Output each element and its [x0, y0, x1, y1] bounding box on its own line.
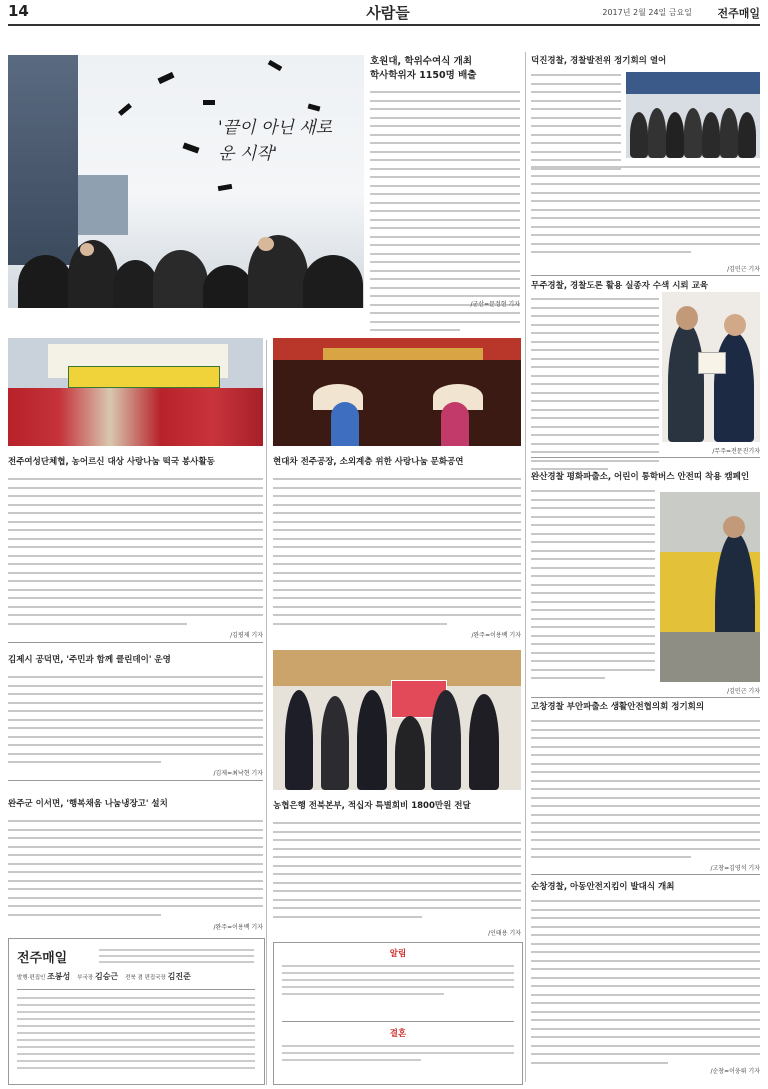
publisher-name: 조봉성 [47, 972, 71, 981]
paper-name: 전주매일 [717, 7, 760, 20]
article-wanju-police [531, 471, 760, 483]
farmers-photo [8, 338, 263, 446]
mujoo-photo [662, 292, 760, 442]
police-association-photo [626, 72, 760, 158]
article-title: 순창경찰, 아동안전지킴이 발대식 개최 [531, 882, 675, 892]
byline: /고창=김영석 기자 [710, 865, 760, 872]
article-title: 완주군 이서면, '행복채움 나눔냉장고' 설치 [8, 799, 168, 809]
desk-name: 김진준 [167, 972, 191, 981]
article-title: 현대차 전주공장, 소외계층 위한 사랑나눔 문화공연 [273, 457, 464, 467]
article-title: 호원대, 학위수여식 개최 [370, 56, 472, 67]
hyundai-photo [273, 338, 521, 446]
article-gochang [531, 701, 760, 713]
byline: /김평제 기자 [230, 632, 263, 639]
page-header [8, 0, 760, 26]
chief-name: 김승근 [94, 972, 119, 981]
graduation-photo [8, 55, 364, 308]
article-hyundai [273, 456, 521, 468]
byline: /인태용 기자 [488, 930, 521, 937]
notice-box [273, 942, 523, 1085]
desk-label: 전북 겸 편집국장 [125, 975, 166, 981]
byline: /무주=전문진기자 [712, 448, 760, 455]
byline: /완주=이용백 기자 [213, 924, 263, 931]
article-title: 덕진경찰, 경찰발전위 정기회의 열어 [531, 56, 667, 66]
byline: /김민근 기자 [727, 688, 760, 695]
nonghyup-photo [273, 650, 521, 790]
article-subtitle: 학사학위자 1150명 배출 [370, 70, 477, 81]
column-divider [266, 340, 267, 1085]
article-wanju-sharing [8, 798, 263, 810]
byline: /순창=이웅뤼 기자 [710, 1068, 760, 1075]
byline: /군산=문정현 기자 [470, 301, 520, 308]
page-number: 14 [8, 2, 29, 20]
article-sunchang [531, 881, 760, 893]
wedding-label: 결혼 [389, 1029, 407, 1039]
article-gimje [8, 654, 263, 666]
article-mujoo [531, 280, 760, 292]
article-nonghyup [273, 800, 521, 812]
publisher-label: 발행·편집인 [17, 975, 46, 981]
masthead-box [8, 938, 265, 1085]
article-title: 무주경찰, 경찰도론 활용 실종자 수색 시뢰 교육 [531, 281, 708, 291]
article-title: 완산경찰 평화파출소, 어린이 통학버스 안전띠 착용 캠페인 [531, 472, 750, 482]
article-farmers [8, 456, 263, 468]
article-title: 농협은행 전북본부, 적십자 특별회비 1800만원 전달 [273, 801, 471, 811]
article-graduation [370, 55, 520, 87]
byline: /완주=이용백 기자 [471, 632, 521, 639]
article-police-association [531, 55, 760, 67]
article-title: 김제시 공덕면, '주민과 함께 클린데이' 운영 [8, 655, 171, 665]
column-divider [525, 52, 526, 1082]
photo-caption: '끝이 아닌 새로운 시작' [218, 118, 333, 164]
notice-label: 알림 [389, 949, 407, 959]
wanju-police-photo [660, 492, 760, 682]
section-title: 사람들 [366, 4, 410, 22]
chief-label: 부국장 [77, 975, 94, 981]
issue-date: 2017년 2월 24일 금요일 [602, 8, 692, 17]
byline: /김민근 기자 [727, 266, 760, 273]
article-title: 전주여성단체협, 농어르신 대상 사랑나눔 떡국 봉사활동 [8, 457, 215, 467]
masthead-title: 전주매일 [17, 951, 68, 966]
byline: /김제=최낙현 기자 [213, 770, 263, 777]
article-title: 고창경찰 부안파출소 생활안전협의회 정기회의 [531, 702, 705, 712]
